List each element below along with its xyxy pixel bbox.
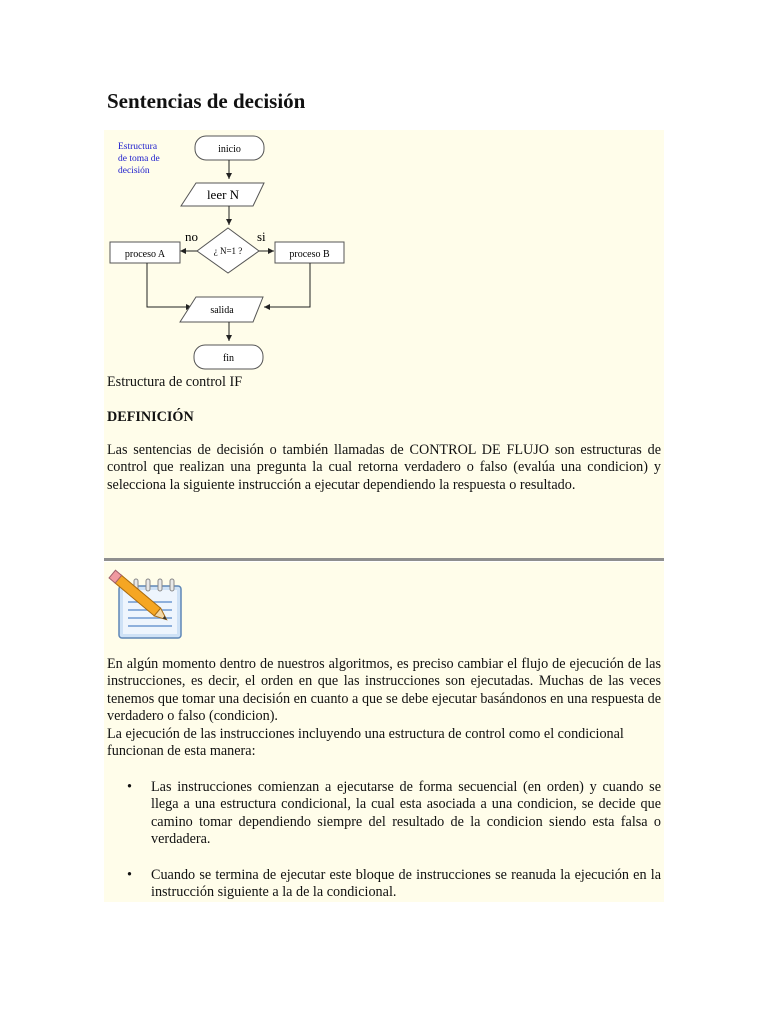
flowchart-end-label: fin — [222, 353, 235, 364]
list-item-text: Las instrucciones comienzan a ejecutarse de forma secuencial (en orden) y cuando se llega a una estructura condicional, la cual esta asociada a una condicion, se decide que camino tomar dependiendo siempre del resultado de la condicion siendo esta falsa o verdadera. — [151, 779, 661, 848]
notepad-pencil-icon — [104, 564, 184, 644]
flowchart-input-label: leer N — [206, 187, 240, 202]
explanation-line-2: La ejecución de las instrucciones incluyendo una estructura de control como el condicional funcionan de esta manera: — [107, 725, 624, 760]
flowchart-diagram — [104, 130, 664, 375]
list-item: • Las instrucciones comienzan a ejecutarse de forma secuencial (en orden) y cuando se llega a una estructura condicional, la cual esta asociada a una condicion, se decide que camino tomar dependiendo siempre del resultado de la condicion siendo esta falsa o verdadera. — [127, 779, 661, 848]
flowchart-arrow-b-output — [264, 263, 310, 307]
flowchart-yes-label: si — [257, 229, 266, 244]
section-heading-definition: DEFINICIÓN — [107, 409, 194, 425]
page-title: Sentencias de decisión — [107, 89, 306, 113]
bullet-list — [107, 779, 661, 919]
flowchart-start-label: inicio — [218, 144, 241, 155]
explanation-paragraph — [107, 656, 661, 760]
explanation-line: En algún momento dentro de nuestros algoritmos, es preciso cambiar el flujo de ejecución de las instrucciones, es decir, el orden en que las instrucciones son ejecutadas. Muchas de las veces tenemos que tomar una decisión en cuanto a que se debe ejecutar basándonos en una respuesta de verdadero o falso (condicion). — [107, 656, 661, 725]
flowchart-no-label: no — [185, 229, 198, 244]
flowchart-output-label: salida — [210, 305, 234, 316]
list-item: • Cuando se termina de ejecutar este bloque de instrucciones se reanuda la ejecución en la instrucción siguiente a la de la condicional. — [127, 866, 661, 901]
flowchart-structure-label-line3: decisión — [118, 166, 150, 176]
flowchart-structure-label-line1: Estructura — [118, 142, 158, 152]
figure-caption: Estructura de control IF — [107, 374, 243, 390]
flowchart-arrow-a-output — [147, 263, 192, 307]
flowchart-process-b-label: proceso B — [289, 249, 330, 260]
list-item-text: Cuando se termina de ejecutar este bloque de instrucciones se reanuda la ejecución en la instrucción siguiente a la de la condicional. — [151, 866, 661, 901]
section-divider — [104, 558, 664, 561]
definition-paragraph: Las sentencias de decisión o también llamadas de CONTROL DE FLUJO son estructuras de control que realizan una pregunta la cual retorna verdadero o falso (evalúa una condicion) y selecciona la siguiente instrucción a ejecutar dependiendo la respuesta o resultado. — [107, 442, 661, 493]
flowchart-condition-label: ¿ N=1 ? — [213, 246, 243, 256]
flowchart-process-a-label: proceso A — [124, 249, 166, 260]
flowchart-structure-label-line2: de toma de — [118, 154, 160, 164]
